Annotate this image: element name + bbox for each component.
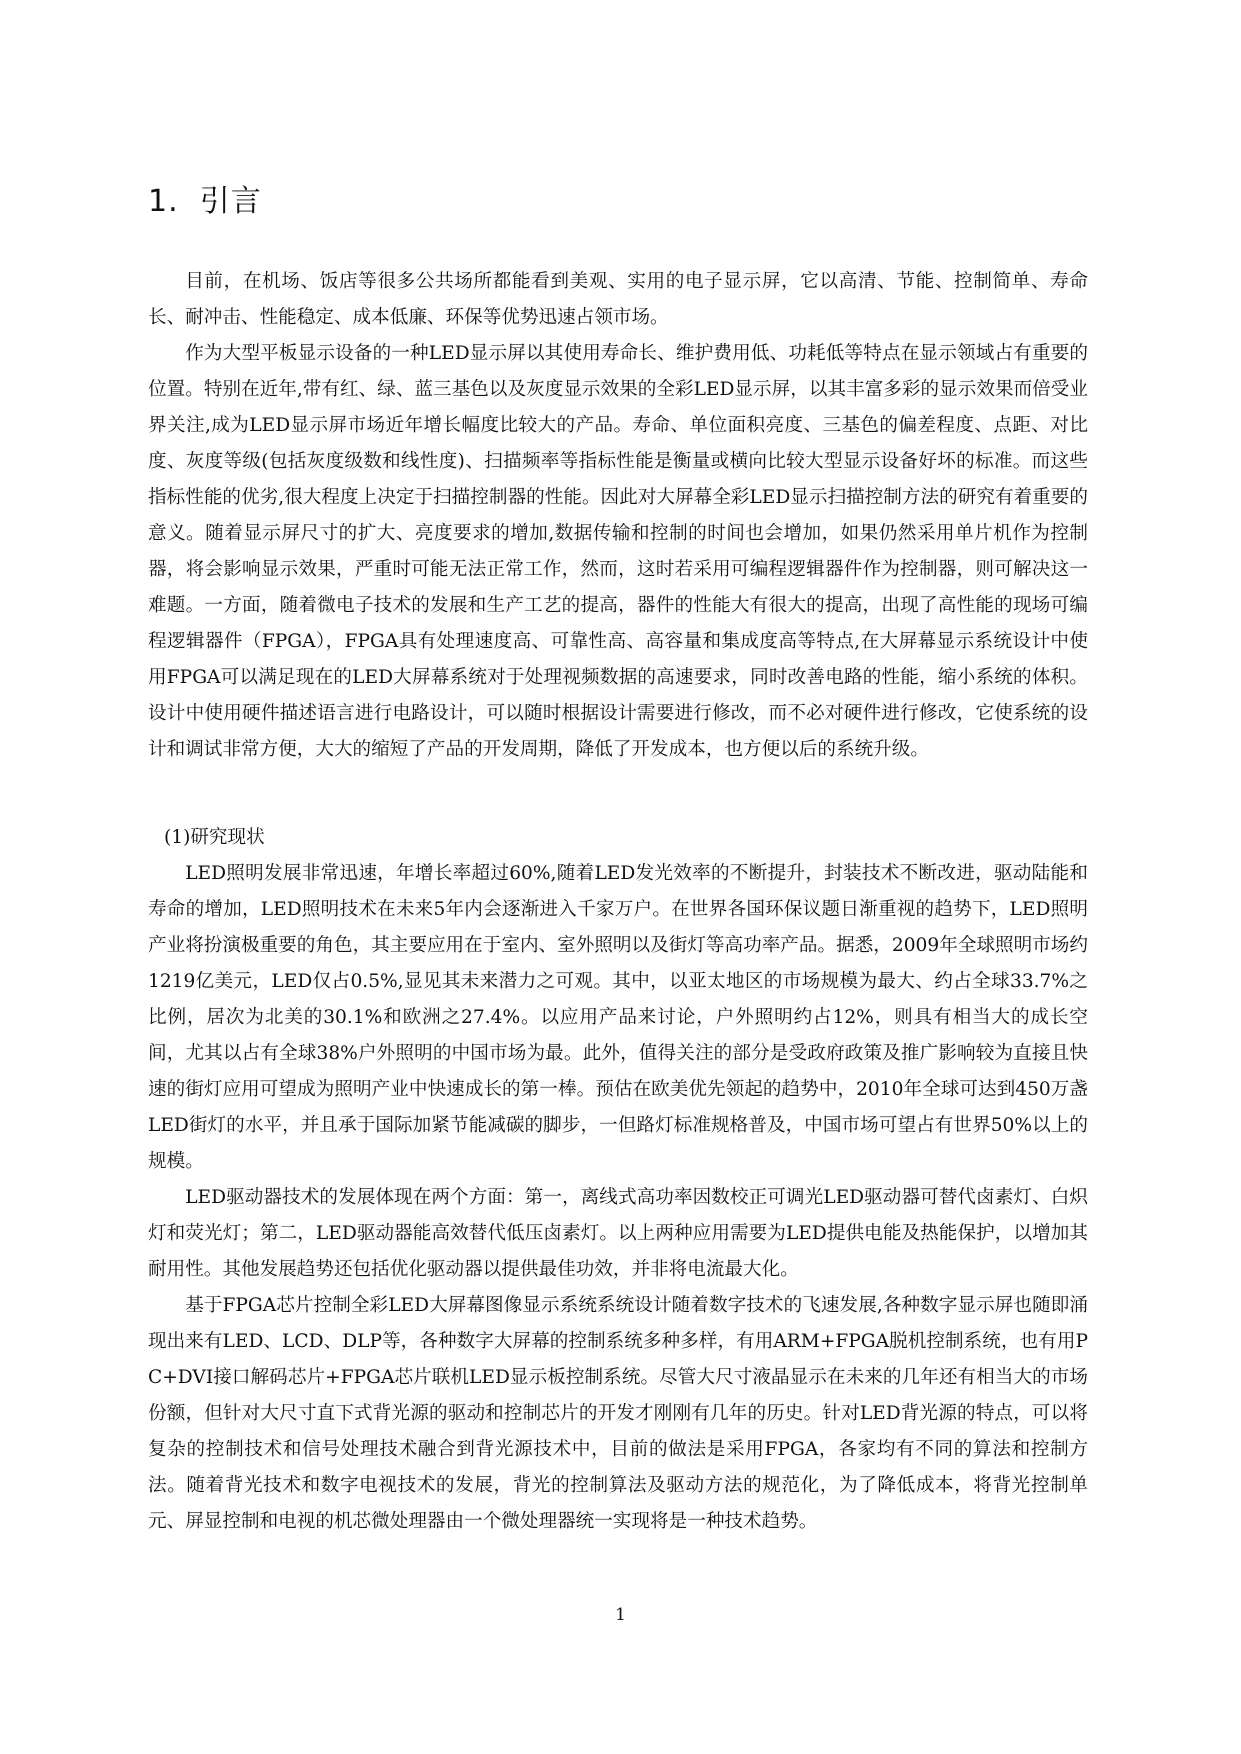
body-paragraph-2: LED驱动器技术的发展体现在两个方面：第一，离线式高功率因数校正可调光LED驱动器可替代卤素灯、白炽灯和荧光灯；第二，LED驱动器能高效替代低压卤素灯。以上两种应用需要为LED提供电能及热能保护，以增加其耐用性。其他发展趋势还包括优化驱动器以提供最佳功效，并非将电流最大化。 [148,1187,1088,1280]
intro-paragraph-1: 目前，在机场、饭店等很多公共场所都能看到美观、实用的电子显示屏，它以高清、节能、控制简单、寿命长、耐冲击、性能稳定、成本低廉、环保等优势迅速占领市场。 [148,271,1088,328]
page-number: 1 [615,1605,626,1625]
page-content [148,176,1088,1540]
section-heading: 1. 引言 [148,184,262,219]
subsection-heading: (1)研究现状 [164,827,265,848]
intro-paragraph-2: 作为大型平板显示设备的一种LED显示屏以其使用寿命长、维护费用低、功耗低等特点在显示领域占有重要的位置。特别在近年,带有红、绿、蓝三基色以及灰度显示效果的全彩LED显示屏，以其丰富多彩的显示效果而倍受业界关注,成为LED显示屏市场近年增长幅度比较大的产品。寿命、单位面积亮度、三基色的偏差程度、点距、对比度、灰度等级(包括灰度级数和线性度)、扫描频率等指标性能是衡量或横向比较大型显示设备好坏的标准。而这些指标性能的优劣,很大程度上决定于扫描控制器的性能。因此对大屏幕全彩LED显示扫描控制方法的研究有着重要的意义。随着显示屏尺寸的扩大、亮度要求的增加,数据传输和控制的时间也会增加，如果仍然采用单片机作为控制器，将会影响显示效果，严重时可能无法正常工作，然而，这时若采用可编程逻辑器件作为控制器，则可解决这一难题。一方面，随着微电子技术的发展和生产工艺的提高，器件的性能大有很大的提高，出现了高性能的现场可编程逻辑器件（FPGA），FPGA具有处理速度高、可靠性高、高容量和集成度高等特点,在大屏幕显示系统设计中使用FPGA可以满足现在的LED大屏幕系统对于处理视频数据的高速要求，同时改善电路的性能，缩小系统的体积。设计中使用硬件描述语言进行电路设计，可以随时根据设计需要进行修改，而不必对硬件进行修改，它使系统的设计和调试非常方便，大大的缩短了产品的开发周期，降低了开发成本，也方便以后的系统升级。 [148,343,1088,760]
section-gap [148,768,1088,820]
body-paragraph-1: LED照明发展非常迅速，年增长率超过60%,随着LED发光效率的不断提升，封装技术不断改进，驱动陆能和寿命的增加，LED照明技术在未来5年内会逐渐进入千家万户。在世界各国环保议题日渐重视的趋势下，LED照明产业将扮演极重要的角色，其主要应用在于室内、室外照明以及街灯等高功率产品。据悉，2009年全球照明市场约1219亿美元，LED仅占0.5%,显见其未来潜力之可观。其中，以亚太地区的市场规模为最大、约占全球33.7%之比例，居次为北美的30.1%和欧洲之27.4%。以应用产品来讨论，户外照明约占12%，则具有相当大的成长空间，尤其以占有全球38%户外照明的中国市场为最。此外，值得关注的部分是受政府政策及推广影响较为直接且快速的街灯应用可望成为照明产业中快速成长的第一棒。预估在欧美优先领起的趋势中，2010年全球可达到450万盏LED街灯的水平，并且承于国际加紧节能减碳的脚步，一但路灯标准规格普及，中国市场可望占有世界50%以上的规模。 [148,863,1088,1172]
body-paragraph-3: 基于FPGA芯片控制全彩LED大屏幕图像显示系统系统设计随着数字技术的飞速发展,各种数字显示屏也随即涌现出来有LED、LCD、DLP等，各种数字大屏幕的控制系统多种多样，有用ARM+FPGA脱机控制系统，也有用PC+DVI接口解码芯片+FPGA芯片联机LED显示板控制系统。尽管大尺寸液晶显示在未来的几年还有相当大的市场份额，但针对大尺寸直下式背光源的驱动和控制芯片的开发才刚刚有几年的历史。针对LED背光源的特点，可以将复杂的控制技术和信号处理技术融合到背光源技术中，目前的做法是采用FPGA，各家均有不同的算法和控制方法。随着背光技术和数字电视技术的发展，背光的控制算法及驱动方法的规范化，为了降低成本，将背光控制单元、屏显控制和电视的机芯微处理器由一个微处理器统一实现将是一种技术趋势。 [148,1295,1088,1532]
